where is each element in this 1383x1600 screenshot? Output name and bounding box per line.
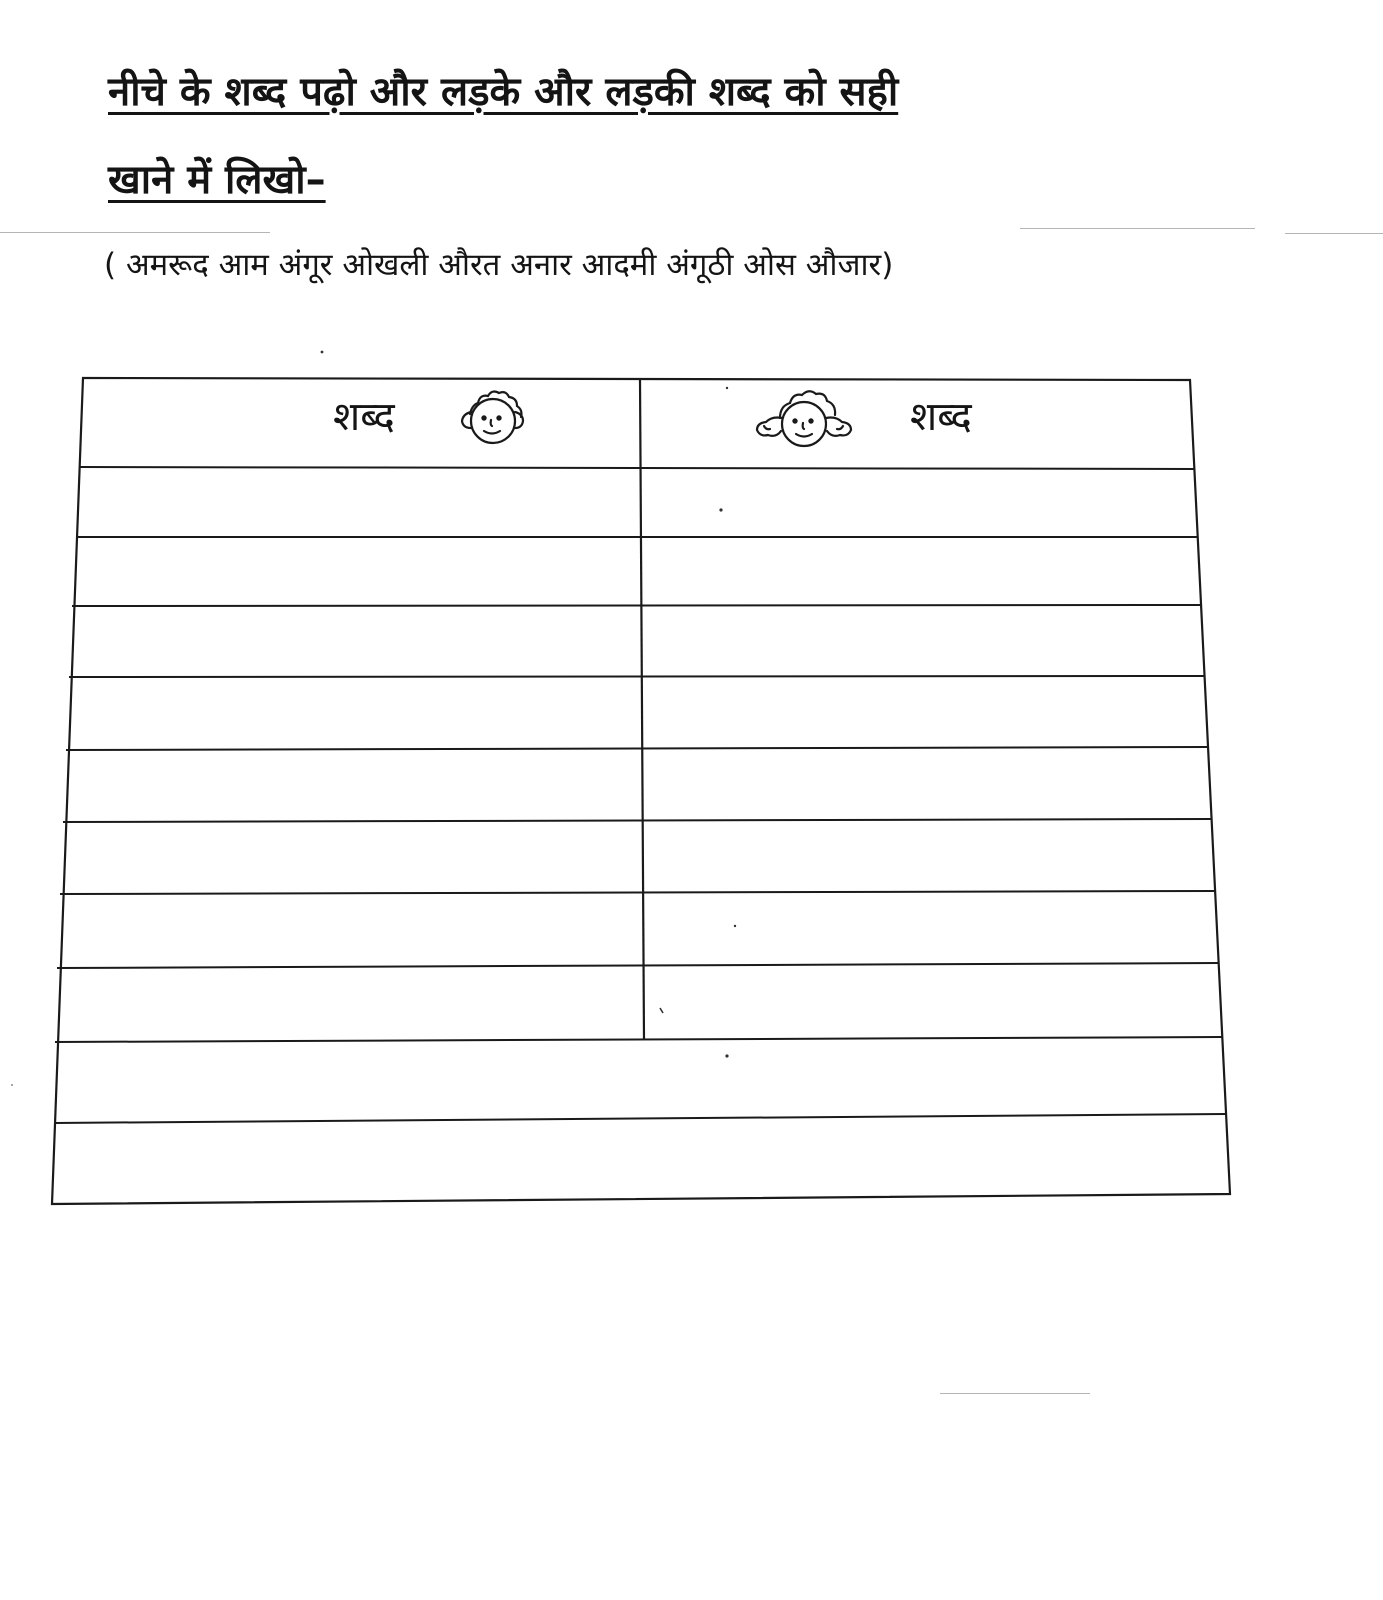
scan-speck xyxy=(719,508,722,511)
girl-face-icon xyxy=(757,391,851,446)
row-line xyxy=(54,1114,1226,1123)
row-line xyxy=(79,467,1194,469)
column-divider xyxy=(640,379,644,1040)
scan-speck xyxy=(660,1008,663,1013)
row-line xyxy=(66,747,1207,750)
row-line xyxy=(69,676,1204,677)
row-line xyxy=(60,891,1214,894)
row-line xyxy=(63,819,1211,822)
row-line xyxy=(72,605,1200,606)
instruction-line-2: खाने में लिखो– xyxy=(108,157,326,203)
boy-face-icon xyxy=(462,392,523,443)
scan-speck xyxy=(725,1054,728,1057)
instruction-line-1: नीचे के शब्द पढ़ो और लड़के और लड़की शब्द को सही xyxy=(108,69,899,115)
scan-speck xyxy=(321,351,324,354)
scan-speck xyxy=(734,925,736,927)
row-line xyxy=(57,963,1218,968)
scan-speck xyxy=(726,387,728,389)
row-line xyxy=(55,1037,1222,1042)
word-bank: ( अमरूद आम अंगूर ओखली औरत अनार आदमी अंगूठी ओस औजार) xyxy=(104,247,894,283)
scan-speck xyxy=(11,1084,13,1086)
header-label-boy: शब्द xyxy=(333,394,395,440)
header-label-girl: शब्द xyxy=(910,394,972,440)
